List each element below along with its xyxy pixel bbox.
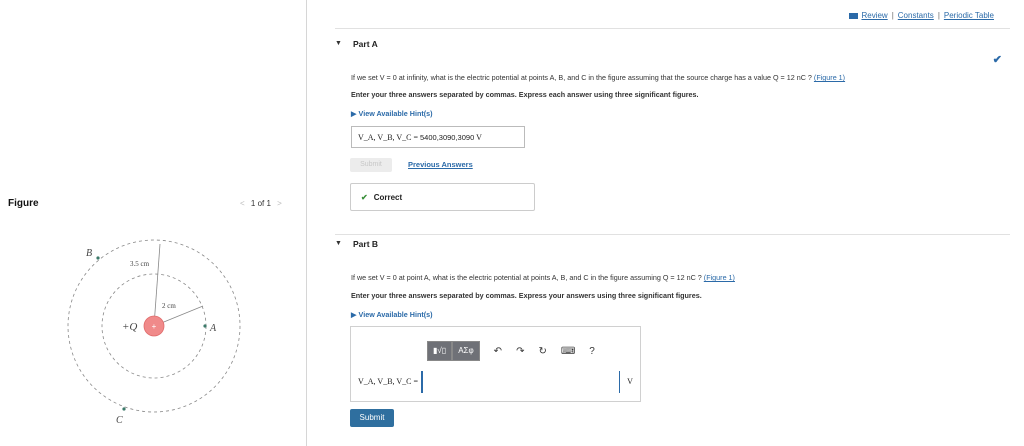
part-a-title: Part A xyxy=(353,39,378,49)
charge-plus-sign: + xyxy=(151,322,157,331)
charge-diagram xyxy=(56,236,252,428)
point-b-dot xyxy=(96,256,99,259)
part-a-answer-label: V_A, V_B, V_C = xyxy=(358,133,419,142)
templates-button[interactable]: ▮√▯ xyxy=(427,341,452,361)
part-a-answer-unit: V xyxy=(476,133,482,142)
radius-line-outer xyxy=(154,244,160,326)
divider xyxy=(335,234,1010,235)
part-b-question: If we set V = 0 at point A, what is the electric potential at points A, B, and C in the figure assuming Q = 12 nC ? (Figure 1) xyxy=(351,273,735,282)
undo-icon[interactable]: ↶ xyxy=(493,345,503,357)
top-links: Review | Constants | Periodic Table xyxy=(849,11,994,20)
next-figure-button[interactable]: > xyxy=(277,199,282,208)
part-b-collapse-icon[interactable]: ▼ xyxy=(335,240,342,247)
redo-icon[interactable]: ↷ xyxy=(516,345,525,357)
part-a-hint-toggle[interactable]: ▶ View Available Hint(s) xyxy=(351,109,433,118)
part-a-submit-button[interactable]: Submit xyxy=(350,158,392,172)
part-a-question: If we set V = 0 at infinity, what is the electric potential at points A, B, and C in the figure assuming that the source charge has a value Q = 12 nC ? (Figure 1) xyxy=(351,73,846,82)
part-b-answer-editor xyxy=(350,326,641,402)
part-b-answer-label: V_A, V_B, V_C = xyxy=(358,377,419,386)
divider xyxy=(335,28,1010,29)
part-b-answer-input[interactable] xyxy=(421,371,618,393)
part-a-answer-box xyxy=(351,126,525,148)
part-b-answer-unit: V xyxy=(619,371,640,393)
correct-feedback-box xyxy=(350,183,535,211)
part-b-hint-toggle[interactable]: ▶ View Available Hint(s) xyxy=(351,310,433,319)
help-button[interactable]: ? xyxy=(589,345,595,357)
correct-label: Correct xyxy=(373,193,403,202)
part-b-instructions: Enter your three answers separated by commas. Express your answers using three significant figures. xyxy=(351,291,702,300)
figure-panel xyxy=(0,0,307,446)
previous-answers-link[interactable]: Previous Answers xyxy=(408,160,473,169)
part-a-collapse-icon[interactable]: ▼ xyxy=(335,40,342,47)
figure-title: Figure xyxy=(8,198,39,209)
periodic-table-link[interactable]: Periodic Table xyxy=(943,11,994,20)
math-toolbar xyxy=(427,341,595,361)
point-b-label: B xyxy=(86,248,93,259)
prev-figure-button[interactable]: < xyxy=(240,199,245,208)
review-link[interactable]: Review xyxy=(861,11,888,20)
correct-check-icon: ✔ xyxy=(361,193,368,202)
inner-radius-label: 2 cm xyxy=(162,302,176,310)
point-a-label: A xyxy=(210,323,217,334)
question-panel xyxy=(307,0,1024,446)
symbols-button[interactable]: ΑΣφ xyxy=(452,341,479,361)
part-a-instructions: Enter your three answers separated by commas. Express each answer using three significant figures. xyxy=(351,90,699,99)
reset-icon[interactable]: ↻ xyxy=(538,345,547,357)
constants-link[interactable]: Constants xyxy=(897,11,934,20)
part-a-figure-link[interactable]: (Figure 1) xyxy=(813,73,846,82)
figure-pager xyxy=(236,199,286,208)
figure-page-indicator: 1 of 1 xyxy=(250,199,271,208)
hint-caret-icon: ▶ xyxy=(351,310,359,319)
outer-radius-label: 3.5 cm xyxy=(130,260,150,268)
part-a-answer-value: 5400,3090,3090 xyxy=(420,133,475,142)
part-b-title: Part B xyxy=(353,239,379,249)
review-icon xyxy=(849,13,858,19)
hint-caret-icon: ▶ xyxy=(351,109,359,118)
keyboard-icon[interactable]: ⌨ xyxy=(560,345,576,357)
charge-label: +Q xyxy=(122,321,138,333)
part-a-complete-check-icon: ✔ xyxy=(992,54,1002,66)
part-b-figure-link[interactable]: (Figure 1) xyxy=(703,273,735,282)
point-c-label: C xyxy=(116,415,123,426)
point-a-dot xyxy=(203,324,206,327)
part-b-submit-button[interactable]: Submit xyxy=(350,409,394,427)
point-c-dot xyxy=(122,407,125,410)
